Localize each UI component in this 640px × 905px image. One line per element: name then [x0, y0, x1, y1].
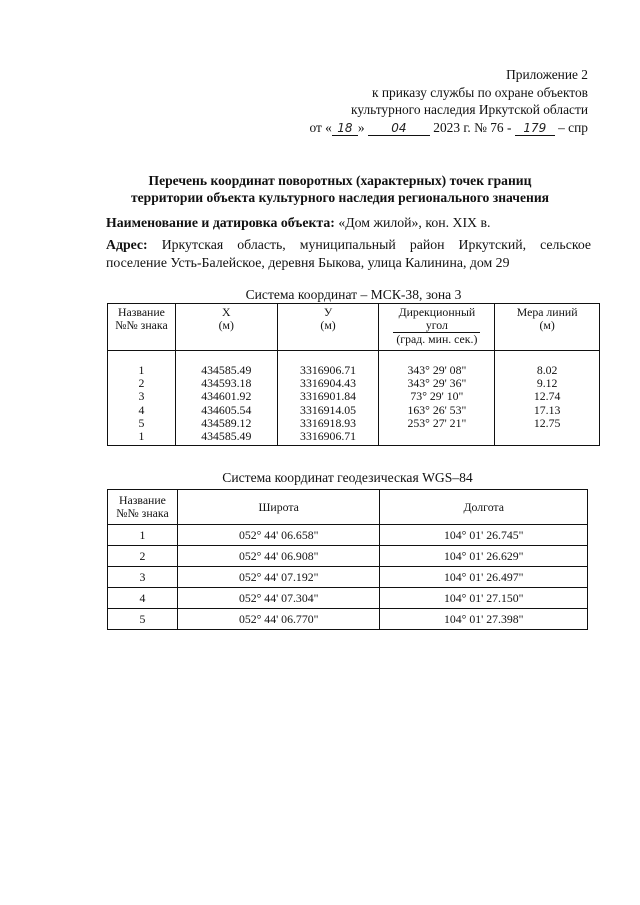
table2-header-latitude: Широта — [177, 490, 380, 525]
heading-line-2: территории объекта культурного наследия регионального значения — [130, 190, 550, 205]
length-value: 12.74 — [495, 390, 600, 403]
longitude-value: 104° 01' 26.497" — [380, 567, 588, 588]
length-value: 8.02 — [495, 351, 600, 378]
x-value: 434585.49 — [175, 351, 277, 378]
point-number: 5 — [108, 417, 176, 430]
x-value: 434585.49 — [175, 430, 277, 446]
table-row — [108, 567, 588, 588]
x-value: 434605.54 — [175, 404, 277, 417]
point-number: 1 — [108, 351, 176, 378]
y-value: 3316904.43 — [277, 377, 379, 390]
latitude-value: 052° 44' 07.192" — [177, 567, 380, 588]
length-value: 17.13 — [495, 404, 600, 417]
point-number: 4 — [108, 588, 178, 609]
table-row — [108, 588, 588, 609]
table-row — [108, 609, 588, 630]
appendix-line-3: культурного наследия Иркутской области — [351, 102, 588, 117]
table-row — [108, 430, 600, 446]
table1-header-length: Мера линий (м) — [495, 304, 600, 351]
length-value — [495, 430, 600, 446]
point-number: 4 — [108, 404, 176, 417]
y-value: 3316901.84 — [277, 390, 379, 403]
point-number: 2 — [108, 546, 178, 567]
object-name-line — [106, 214, 591, 231]
longitude-value: 104° 01' 27.398" — [380, 609, 588, 630]
heading-line-1: Перечень координат поворотных (характерных) точек границ — [148, 173, 532, 188]
table-row — [108, 546, 588, 567]
wgs84-coordinates-table — [107, 489, 588, 630]
object-name-value: «Дом жилой», кон. XIX в. — [338, 215, 491, 230]
appendix-title: Приложение 2 — [506, 67, 588, 82]
point-number: 5 — [108, 609, 178, 630]
point-number: 3 — [108, 567, 178, 588]
order-number-handwritten: 179 — [515, 122, 555, 136]
y-value: 3316906.71 — [277, 430, 379, 446]
longitude-value: 104° 01' 26.745" — [380, 525, 588, 546]
date-day-handwritten: 18 — [332, 122, 358, 136]
length-value: 9.12 — [495, 377, 600, 390]
table2-header-row — [108, 490, 588, 525]
table1-header-y: У (м) — [277, 304, 379, 351]
table1-header-angle: Дирекционный угол (град. мин. сек.) — [379, 304, 495, 351]
y-value: 3316914.05 — [277, 404, 379, 417]
latitude-value: 052° 44' 06.908" — [177, 546, 380, 567]
y-value: 3316906.71 — [277, 351, 379, 378]
date-mid: » — [357, 119, 365, 135]
angle-value: 343° 29' 36" — [379, 377, 495, 390]
table1-caption: Система координат – МСК-38, зона 3 — [245, 287, 462, 302]
date-month-handwritten: 04 — [368, 122, 430, 136]
address-label: Адрес: — [106, 237, 148, 252]
object-address — [106, 236, 591, 272]
y-value: 3316918.93 — [277, 417, 379, 430]
date-year: 2023 г. № 76 - — [433, 119, 512, 135]
table-row — [108, 390, 600, 403]
table1-header-x: X (м) — [175, 304, 277, 351]
table2-caption: Система координат геодезическая WGS–84 — [222, 470, 473, 485]
table-row — [108, 351, 600, 378]
angle-value: 343° 29' 08" — [379, 351, 495, 378]
x-value: 434589.12 — [175, 417, 277, 430]
x-value: 434601.92 — [175, 390, 277, 403]
appendix-date-line — [309, 119, 588, 137]
table2-header-longitude: Долгота — [380, 490, 588, 525]
point-number: 1 — [108, 525, 178, 546]
table1-header-name: Название №№ знака — [108, 304, 176, 351]
appendix-line-2: к приказу службы по охране объектов — [372, 84, 588, 100]
point-number: 1 — [108, 430, 176, 446]
appendix-block — [309, 66, 588, 136]
date-prefix: от « — [309, 119, 332, 135]
table-row — [108, 525, 588, 546]
table1-header-row — [108, 304, 600, 351]
latitude-value: 052° 44' 06.658" — [177, 525, 380, 546]
table2-header-name: Название №№ знака — [108, 490, 178, 525]
longitude-value: 104° 01' 27.150" — [380, 588, 588, 609]
angle-value: 253° 27' 21" — [379, 417, 495, 430]
angle-value — [379, 430, 495, 446]
latitude-value: 052° 44' 07.304" — [177, 588, 380, 609]
longitude-value: 104° 01' 26.629" — [380, 546, 588, 567]
angle-value: 163° 26' 53" — [379, 404, 495, 417]
point-number: 2 — [108, 377, 176, 390]
table-row — [108, 404, 600, 417]
angle-value: 73° 29' 10" — [379, 390, 495, 403]
length-value: 12.75 — [495, 417, 600, 430]
point-number: 3 — [108, 390, 176, 403]
msk38-coordinates-table — [107, 303, 600, 446]
latitude-value: 052° 44' 06.770" — [177, 609, 380, 630]
document-heading — [90, 172, 590, 206]
object-name-label: Наименование и датировка объекта: — [106, 215, 335, 230]
order-suffix: – спр — [558, 119, 588, 135]
address-value: Иркутская область, муниципальный район Иркутский, сельское поселение Усть-Балейское, деревня Быкова, улица Калинина, дом 29 — [106, 237, 592, 270]
x-value: 434593.18 — [175, 377, 277, 390]
